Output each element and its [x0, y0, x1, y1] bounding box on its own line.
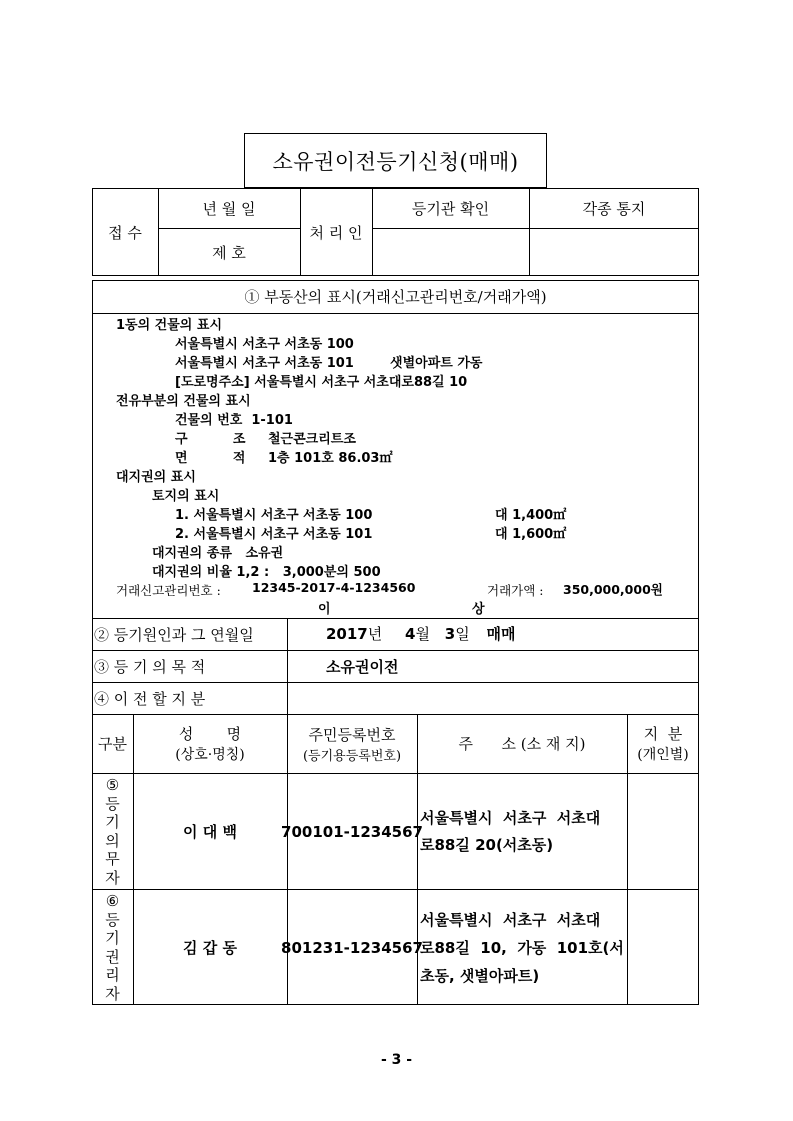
right-holder-label-char: 기: [105, 929, 120, 947]
obligor-address: [420, 774, 626, 889]
id-header-label: 주민등록번호: [308, 725, 396, 744]
land-line-2-address: 2. 서울특별시 서초구 서초동 101: [175, 527, 373, 542]
obligor-address-line: 서울특별시 서초구 서초대: [420, 808, 601, 827]
purpose-value: 소유권이전: [326, 658, 399, 676]
land-right-type: 대지권의 종류 소유권: [152, 546, 284, 561]
exclusive-heading: 전유부분의 건물의 표시: [116, 394, 251, 409]
cause-day: 3: [444, 625, 456, 643]
right-holder-category: [92, 890, 133, 1005]
land-right-ratio: 대지권의 비율 1,2 : 3,000분의 500: [152, 565, 381, 580]
end-mark-right: 상: [472, 602, 485, 617]
obligor-id: 700101-1234567: [281, 822, 423, 841]
reception-date-label: 년 월 일: [202, 199, 256, 218]
document-title: 소유권이전등기신청(매매): [244, 133, 547, 188]
cause-month-unit: 월: [415, 625, 430, 643]
right-holder-label-char: 권: [105, 947, 120, 966]
land-line-1-value: 대 1,400㎡: [495, 508, 567, 523]
share-header-label: 지 분: [643, 725, 683, 743]
land-line-2-value: 대 1,600㎡: [495, 527, 567, 542]
cause-label: ② 등기원인과 그 연월일: [94, 626, 254, 644]
land-heading: 토지의 표시: [152, 489, 220, 504]
building-heading: 1동의 건물의 표시: [116, 318, 223, 333]
exclusive-area-value: 1층 101호 86.03㎡: [268, 451, 393, 466]
obligor-label-char: ⑤: [105, 776, 120, 794]
parties-name-header: [133, 714, 287, 773]
cause-year-unit: 년: [367, 625, 383, 643]
obligor-label-char: 등: [105, 794, 120, 813]
cause-reason: 매매: [486, 625, 516, 643]
right-holder-label-char: 자: [105, 984, 120, 1003]
reception-number-label: 제 호: [212, 243, 246, 262]
share-header-sub: (개인별): [637, 747, 689, 763]
cause-year: 2017: [326, 625, 368, 643]
right-holder-address: [420, 890, 626, 1005]
obligor-label-char: 기: [105, 813, 120, 831]
building-line-1: 서울특별시 서초구 서초동 100: [175, 337, 354, 352]
page-number: - 3 -: [380, 1052, 413, 1068]
share-label: ④ 이 전 할 지 분: [94, 690, 206, 708]
obligor-category: [92, 774, 133, 889]
trade-price-value: 350,000,000원: [563, 582, 663, 597]
purpose-label: ③ 등 기 의 목 적: [94, 658, 206, 676]
trade-report-value: 12345-2017-4-1234560: [252, 580, 416, 595]
cause-month: 4: [405, 625, 416, 643]
obligor-label-char: 자: [105, 868, 120, 887]
exclusive-structure-label: 구 조: [175, 432, 246, 447]
right-holder-label-char: ⑥: [105, 892, 120, 910]
name-header-sub: (상호·명칭): [175, 747, 245, 763]
right-holder-address-line: 초동, 샛별아파트): [420, 966, 540, 985]
cause-day-unit: 일: [455, 625, 470, 643]
obligor-address-line: 로88길 20(서초동): [420, 835, 554, 854]
id-header-sub: (등기용등록번호): [302, 748, 402, 764]
right-holder-label-char: 리: [105, 966, 120, 984]
notices-label: 각종 통지: [582, 199, 646, 218]
parties-address-header: 주 소 (소 재 지): [458, 735, 586, 753]
right-holder-share: [627, 890, 699, 1005]
exclusive-number: 건물의 번호 1-101: [175, 413, 293, 428]
building-line-2: 서울특별시 서초구 서초동 101 샛별아파트 가동: [175, 356, 483, 371]
trade-report-label: 거래신고관리번호 :: [116, 583, 221, 598]
right-holder-address-line: 로88길 10, 가동 101호(서: [420, 938, 624, 957]
right-holder-name: 김 갑 동: [183, 939, 237, 957]
name-header-label: 성 명: [178, 725, 242, 743]
obligor-label-char: 무: [105, 850, 120, 868]
land-right-heading: 대지권의 표시: [116, 470, 196, 485]
land-line-1-address: 1. 서울특별시 서초구 서초동 100: [175, 508, 373, 523]
parties-id-header: [287, 714, 417, 773]
right-holder-id: 801231-1234567: [281, 938, 423, 957]
right-holder-address-line: 서울특별시 서초구 서초대: [420, 910, 601, 929]
parties-category-header: 구분: [98, 735, 127, 753]
obligor-name: 이 대 백: [183, 823, 237, 841]
cause-date: [326, 623, 515, 644]
exclusive-structure-value: 철근콘크리트조: [268, 432, 356, 447]
building-line-3: [도로명주소] 서울특별시 서초구 서초대로88길 10: [175, 375, 468, 390]
obligor-share: [627, 774, 699, 889]
reception-label: 접 수: [108, 223, 142, 242]
obligor-label-char: 의: [105, 831, 120, 850]
right-holder-label-char: 등: [105, 910, 120, 929]
trade-price-label: 거래가액 :: [487, 583, 544, 598]
exclusive-area-label: 면 적: [175, 451, 246, 466]
processing-person-label: 처 리 인: [309, 223, 363, 242]
parties-share-header: [627, 714, 699, 773]
end-mark-left: 이: [318, 602, 331, 617]
registrar-confirm-label: 등기관 확인: [411, 199, 490, 218]
property-section-header: ① 부동산의 표시(거래신고관리번호/거래가액): [244, 288, 547, 306]
